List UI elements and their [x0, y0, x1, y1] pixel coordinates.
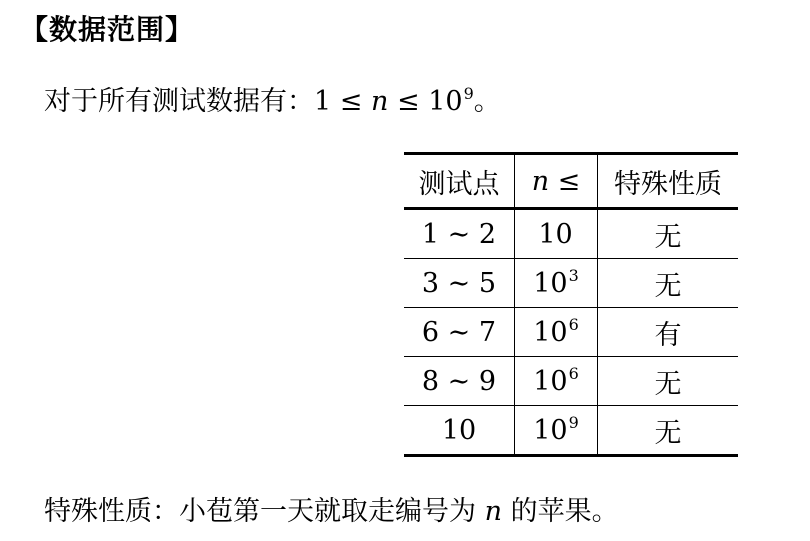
table-row: [404, 259, 738, 308]
cell-test-range: 3 ∼ 5: [404, 259, 515, 308]
cell-n-base: 10: [533, 365, 568, 397]
cell-test-range: 1 ∼ 2: [404, 209, 515, 259]
header-test-point: 测试点: [418, 168, 500, 200]
cell-n-exponent: 6: [568, 363, 579, 383]
constraint-prefix: 对于所有测试数据有：: [44, 86, 314, 117]
cell-n-base: 10: [538, 218, 573, 250]
cell-property: 无: [598, 406, 739, 456]
cell-n-base: 10: [533, 316, 568, 348]
constraint-lower: 1: [314, 86, 332, 117]
cell-n-bound: [515, 308, 598, 357]
constraint-suffix: 。: [473, 86, 501, 117]
header-n-variable: n: [531, 165, 550, 197]
special-suffix: 的苹果。: [510, 496, 619, 527]
table-row: [404, 209, 738, 259]
special-prefix: 特殊性质：小苞第一天就取走编号为: [44, 496, 476, 527]
constraint-variable: n: [371, 86, 389, 117]
cell-property: 无: [598, 357, 739, 406]
cell-n-base: 10: [533, 414, 568, 446]
cell-n-base: 10: [533, 267, 568, 299]
data-range-table: [404, 152, 738, 457]
header-special-property: 特殊性质: [598, 154, 739, 209]
cell-n-bound: [515, 209, 598, 259]
cell-n-exponent: 3: [568, 265, 579, 285]
cell-test-range: 8 ∼ 9: [404, 357, 515, 406]
special-property-statement: [44, 492, 619, 532]
constraint-statement: [44, 82, 501, 125]
table-row: [404, 406, 738, 456]
section-heading: 【数据范围】: [20, 13, 195, 46]
header-n-bound: [515, 154, 598, 209]
constraint-upper: [428, 86, 474, 117]
cell-n-exponent: 9: [568, 412, 579, 432]
table-row: [404, 357, 738, 406]
cell-n-bound: [515, 259, 598, 308]
constraint-base: 10: [428, 86, 463, 117]
cell-property: 无: [598, 259, 739, 308]
constraint-exponent: 9: [463, 84, 474, 103]
constraint-le-symbol-1: ≤: [339, 86, 363, 117]
header-le-symbol: ≤: [557, 165, 581, 197]
table-header-row: [404, 154, 738, 209]
table-row: [404, 308, 738, 357]
cell-n-bound: [515, 357, 598, 406]
cell-test-range: 10: [404, 406, 515, 456]
cell-n-bound: [515, 406, 598, 456]
cell-property: 无: [598, 209, 739, 259]
special-variable: n: [484, 496, 502, 527]
constraint-le-symbol-2: ≤: [396, 86, 420, 117]
cell-property: 有: [598, 308, 739, 357]
cell-n-exponent: 6: [568, 314, 579, 334]
cell-test-range: 6 ∼ 7: [404, 308, 515, 357]
